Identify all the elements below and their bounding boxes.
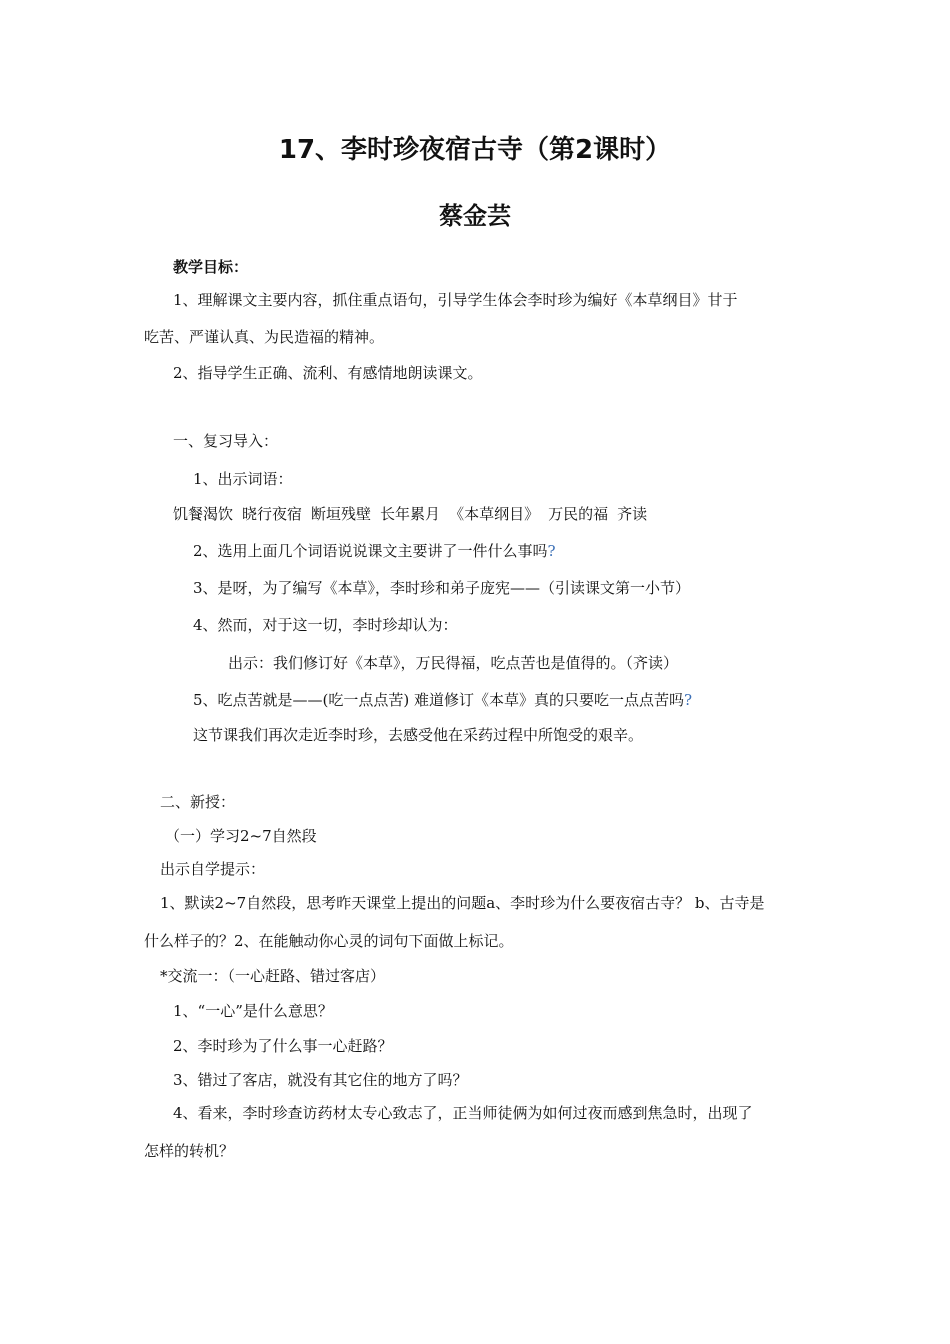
section-2-prompt: 出示自学提示： (160, 860, 266, 878)
section-1-step-5 (193, 690, 692, 710)
section-1-show: 出示：我们修订好《本草》，万民得福，吃点苦也是值得的。（齐读） (228, 654, 679, 672)
vocab-item: 断垣残壁 (311, 505, 372, 523)
vocab-item: 万民的福 (548, 505, 609, 523)
vocab-item: 齐读 (617, 505, 648, 523)
section-2-question-4-line-2: 怎样的转机？ (144, 1142, 235, 1160)
document-title: 17、李时珍夜宿古寺（第2课时） (278, 135, 672, 165)
question-mark: ? (547, 542, 556, 560)
goals-heading: 教学目标： (173, 258, 249, 276)
section-2-heading: 二、新授： (160, 793, 236, 811)
section-2-task-line-1: 1、默读2~7自然段，思考昨天课堂上提出的问题a、李时珍为什么要夜宿古寺？ b、古寺是 (160, 894, 765, 912)
section-2-question-1: 1、“一心”是什么意思？ (173, 1002, 333, 1020)
goal-2: 2、指导学生正确、流利、有感情地朗读课文。 (173, 364, 483, 382)
author-name: 蔡金芸 (439, 202, 511, 230)
step-2-text: 2、选用上面几个词语说说课文主要讲了一件什么事吗 (193, 542, 548, 560)
section-1-step-2 (193, 541, 556, 561)
section-1-heading: 一、复习导入： (173, 432, 279, 450)
question-mark: ? (684, 691, 693, 709)
vocab-item: 《本草纲目》 (449, 505, 540, 523)
section-2-exchange: *交流一：（一心赶路、错过客店） (160, 967, 386, 985)
section-2-question-2: 2、李时珍为了什么事一心赶路？ (173, 1037, 393, 1055)
section-2-question-4-line-1: 4、看来，李时珍查访药材太专心致志了，正当师徒俩为如何过夜而感到焦急时，出现了 (173, 1104, 753, 1122)
section-1-step-1: 1、出示词语： (193, 470, 293, 488)
section-2-question-3: 3、错过了客店，就没有其它住的地方了吗？ (173, 1071, 468, 1089)
vocab-item: 长年累月 (380, 505, 441, 523)
section-1-transition: 这节课我们再次走近李时珍，去感受他在采药过程中所饱受的艰辛。 (193, 726, 644, 744)
section-1-step-4: 4、然而，对于这一切，李时珍却认为： (193, 616, 458, 634)
vocab-item: 晓行夜宿 (242, 505, 303, 523)
vocab-item: 饥餐渴饮 (173, 505, 234, 523)
goal-1-line-1: 1、理解课文主要内容，抓住重点语句，引导学生体会李时珍为编好《本草纲目》甘于 (173, 291, 738, 309)
goal-1-line-2: 吃苦、严谨认真、为民造福的精神。 (144, 328, 385, 346)
section-2-task-line-2: 什么样子的？2、在能触动你心灵的词句下面做上标记。 (144, 932, 514, 950)
section-1-step-3: 3、是呀，为了编写《本草》，李时珍和弟子庞宪——（引读课文第一小节） (193, 579, 691, 597)
vocab-list (173, 504, 656, 524)
section-2-sub-1: （一）学习2~7自然段 (165, 827, 317, 845)
step-5-text: 5、吃点苦就是——(吃一点点苦) 难道修订《本草》真的只要吃一点点苦吗 (193, 691, 685, 709)
